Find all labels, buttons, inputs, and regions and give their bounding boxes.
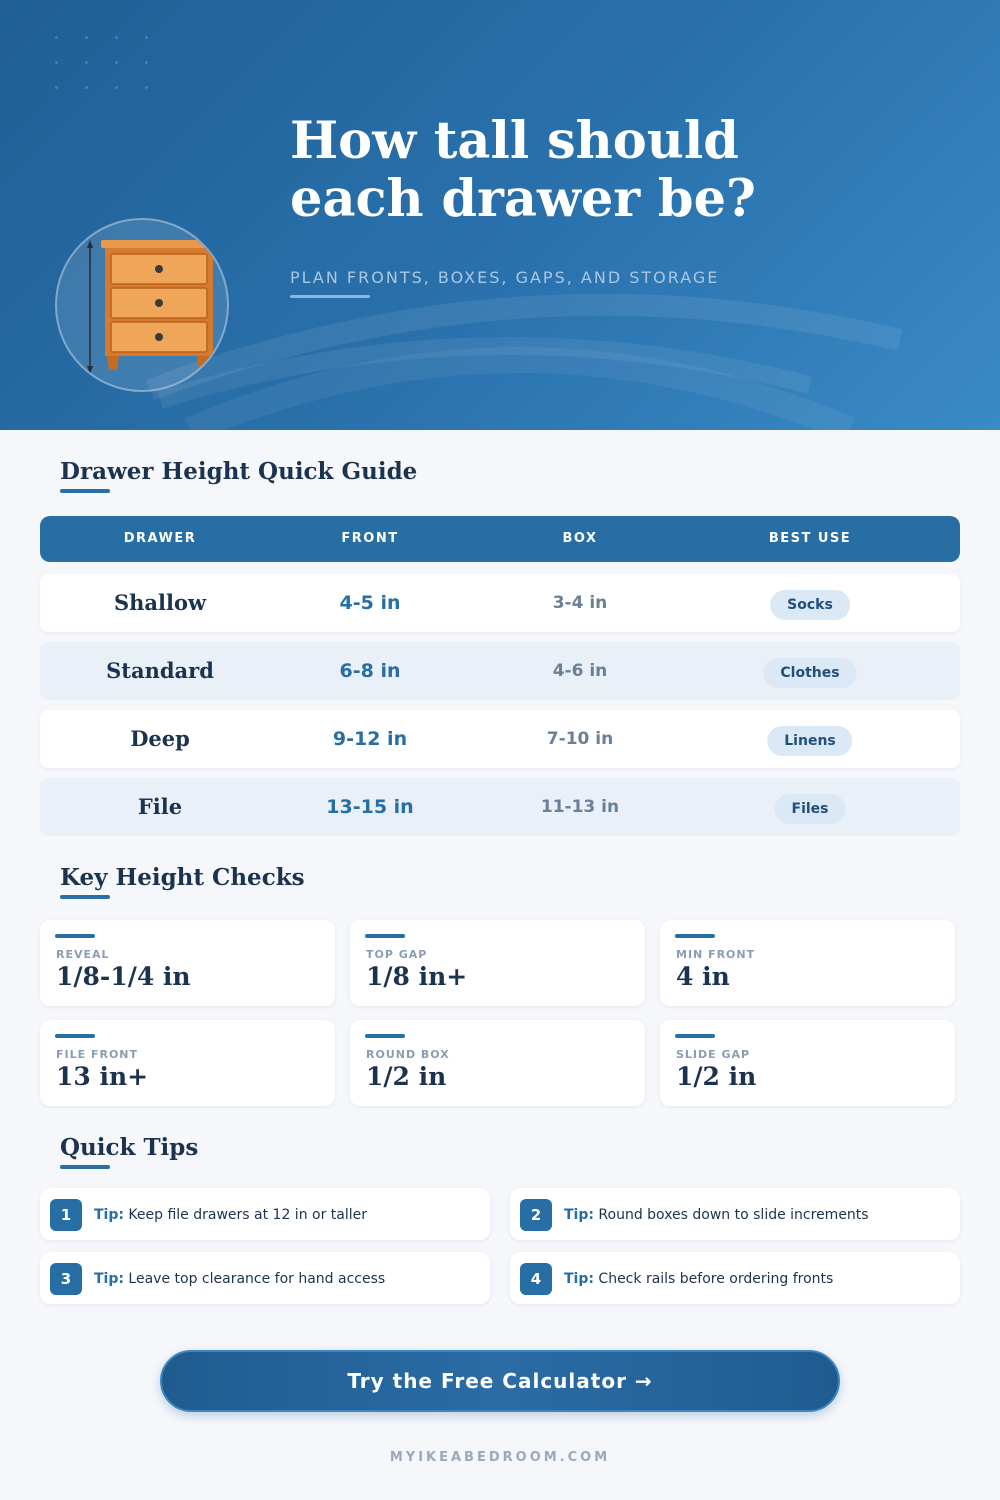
tip-text (94, 1252, 385, 1304)
nightstand-illustration (55, 218, 229, 392)
best-use-badge: Files (775, 794, 846, 824)
table-row (40, 642, 960, 700)
card-accent (365, 934, 405, 938)
tip-number: 4 (520, 1263, 552, 1295)
card-accent (365, 1034, 405, 1038)
box-height: 7-10 in (546, 729, 614, 749)
table-row (40, 710, 960, 768)
check-label: MIN FRONT (676, 948, 756, 961)
check-value: 1/8 in+ (366, 962, 468, 991)
tip-prefix: Tip: (564, 1207, 594, 1223)
column-header-front: FRONT (341, 531, 399, 546)
tip-text (94, 1188, 367, 1240)
check-label: ROUND BOX (366, 1048, 450, 1061)
table-row (40, 574, 960, 632)
guide-title-underline (60, 489, 110, 493)
tip-number: 3 (50, 1263, 82, 1295)
tip-text (564, 1188, 869, 1240)
checks-section-title: Key Height Checks (60, 864, 305, 891)
tip-item (40, 1252, 490, 1304)
drawer-name: Shallow (113, 590, 207, 615)
check-value: 4 in (676, 962, 730, 991)
tip-text (564, 1252, 833, 1304)
nightstand-drawers-icon (57, 220, 229, 392)
checks-title-underline (60, 895, 110, 899)
tip-body: Leave top clearance for hand access (128, 1271, 386, 1287)
box-height: 3-4 in (552, 593, 608, 613)
free-calculator-button[interactable]: Try the Free Calculator → (160, 1350, 840, 1412)
tip-body: Check rails before ordering fronts (598, 1271, 834, 1287)
front-height: 9-12 in (332, 728, 408, 750)
column-header-best-use: BEST USE (768, 531, 852, 546)
check-value: 13 in+ (56, 1062, 149, 1091)
tips-title-underline (60, 1165, 110, 1169)
tip-prefix: Tip: (564, 1271, 594, 1287)
check-card (660, 1020, 955, 1106)
tip-item (40, 1188, 490, 1240)
check-card (660, 920, 955, 1006)
page-title (290, 112, 910, 228)
tips-section-title: Quick Tips (60, 1134, 199, 1161)
column-header-box: BOX (562, 531, 598, 546)
check-card (40, 1020, 335, 1106)
box-height: 11-13 in (540, 797, 620, 817)
drawer-name: File (137, 794, 183, 819)
front-height: 13-15 in (326, 796, 414, 818)
check-label: FILE FRONT (56, 1048, 139, 1061)
tip-prefix: Tip: (94, 1207, 124, 1223)
front-height: 6-8 in (339, 660, 401, 682)
hero-banner (0, 0, 1000, 430)
tip-prefix: Tip: (94, 1271, 124, 1287)
guide-section-title: Drawer Height Quick Guide (60, 458, 418, 485)
check-card (350, 1020, 645, 1106)
best-use-badge: Socks (770, 590, 850, 620)
check-value: 1/2 in (366, 1062, 447, 1091)
front-height: 4-5 in (339, 592, 401, 614)
card-accent (675, 934, 715, 938)
check-card (40, 920, 335, 1006)
card-accent (675, 1034, 715, 1038)
box-height: 4-6 in (552, 661, 608, 681)
page-subtitle: PLAN FRONTS, BOXES, GAPS, AND STORAGE (290, 268, 720, 287)
tip-body: Round boxes down to slide increments (598, 1207, 869, 1223)
check-card (350, 920, 645, 1006)
title-line-2: each drawer be? (290, 169, 756, 229)
drawer-name: Standard (106, 658, 214, 683)
subtitle-underline (290, 295, 370, 298)
tip-number: 2 (520, 1199, 552, 1231)
title-line-1: How tall should (290, 111, 739, 171)
check-label: TOP GAP (366, 948, 428, 961)
check-label: REVEAL (56, 948, 110, 961)
check-value: 1/2 in (676, 1062, 757, 1091)
table-row (40, 778, 960, 836)
card-accent (55, 934, 95, 938)
site-footer: MYIKEABEDROOM.COM (389, 1450, 611, 1465)
best-use-badge: Clothes (763, 658, 856, 688)
tip-number: 1 (50, 1199, 82, 1231)
best-use-badge: Linens (767, 726, 852, 756)
check-value: 1/8-1/4 in (56, 962, 191, 991)
tip-body: Keep file drawers at 12 in or taller (128, 1207, 368, 1223)
drawer-name: Deep (130, 726, 190, 751)
card-accent (55, 1034, 95, 1038)
tip-item (510, 1188, 960, 1240)
tip-item (510, 1252, 960, 1304)
check-label: SLIDE GAP (676, 1048, 751, 1061)
column-header-drawer: DRAWER (123, 531, 197, 546)
guide-table-header (40, 516, 960, 562)
